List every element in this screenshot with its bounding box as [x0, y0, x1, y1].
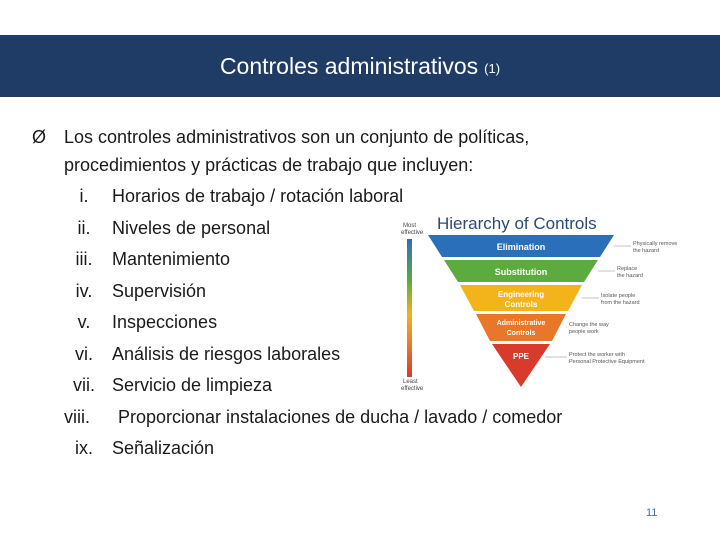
list-text: Mantenimiento: [112, 249, 231, 269]
list-text: Niveles de personal: [112, 217, 271, 238]
most-effective-label: effective: [401, 230, 424, 236]
effectiveness-gradient-bar: [407, 239, 412, 377]
substitution-label: Substitution: [494, 267, 548, 277]
list-number: i.: [79, 186, 89, 206]
substitution-note: Replace: [617, 266, 638, 272]
slide-title: Controles administrativos: [219, 52, 479, 79]
elimination-label: Elimination: [496, 242, 546, 252]
list-text: Servicio de limpieza: [112, 375, 273, 395]
list-text: Inspecciones: [112, 312, 218, 332]
list-number: iv.: [75, 280, 93, 301]
list-number: iii.: [75, 249, 93, 269]
hierarchy-of-controls-figure: [395, 205, 685, 395]
intro-bullet: [32, 123, 612, 179]
elimination-note: the hazard: [633, 248, 659, 254]
least-effective-label: Least: [403, 379, 418, 385]
page-number: 11: [646, 507, 658, 519]
ppe-label: PPE: [512, 352, 530, 361]
administrative-controls-label: Administrative: [496, 320, 546, 327]
arrow-bullet-icon: Ø: [32, 127, 47, 147]
engineering-controls-label: Engineering: [497, 290, 545, 299]
engineering-note: Isolate people: [601, 293, 636, 299]
administrative-controls-label: Controls: [506, 330, 536, 337]
title-bar: [0, 35, 720, 97]
administrative-note: Change the way: [569, 322, 609, 328]
list-text: Señalización: [112, 438, 215, 458]
ppe-note: Personal Protective Equipment: [569, 359, 645, 365]
list-text: Horarios de trabajo / rotación laboral: [112, 186, 404, 206]
engineering-note: from the hazard: [601, 300, 640, 306]
list-text: Supervisión: [112, 280, 207, 301]
slide-title-suffix: (1): [484, 60, 501, 76]
list-number: ix.: [75, 438, 93, 458]
list-number: vi.: [75, 343, 93, 364]
engineering-controls-label: Controls: [504, 300, 538, 309]
elimination-note: Physically remove: [633, 241, 678, 247]
figure-title: Hierarchy of Controls: [437, 214, 597, 233]
ppe-band: [492, 344, 550, 387]
list-number: viii.: [64, 406, 90, 427]
list-text: Proporcionar instalaciones de ducha / lavado / comedor: [118, 406, 563, 427]
list-text: Análisis de riesgos laborales: [112, 343, 341, 364]
administrative-note: people work: [569, 329, 599, 335]
ppe-note: Protect the worker with: [569, 352, 625, 358]
most-effective-label: Most: [403, 223, 417, 229]
list-number: v.: [77, 312, 91, 332]
list-number: vii.: [73, 375, 95, 395]
least-effective-label: effective: [401, 386, 424, 392]
intro-text: Los controles administrativos son un conjunto de políticas, procedimientos y prácticas de trabajo que incluyen:: [64, 127, 530, 175]
substitution-note: the hazard: [617, 273, 643, 279]
list-number: ii.: [77, 217, 91, 238]
